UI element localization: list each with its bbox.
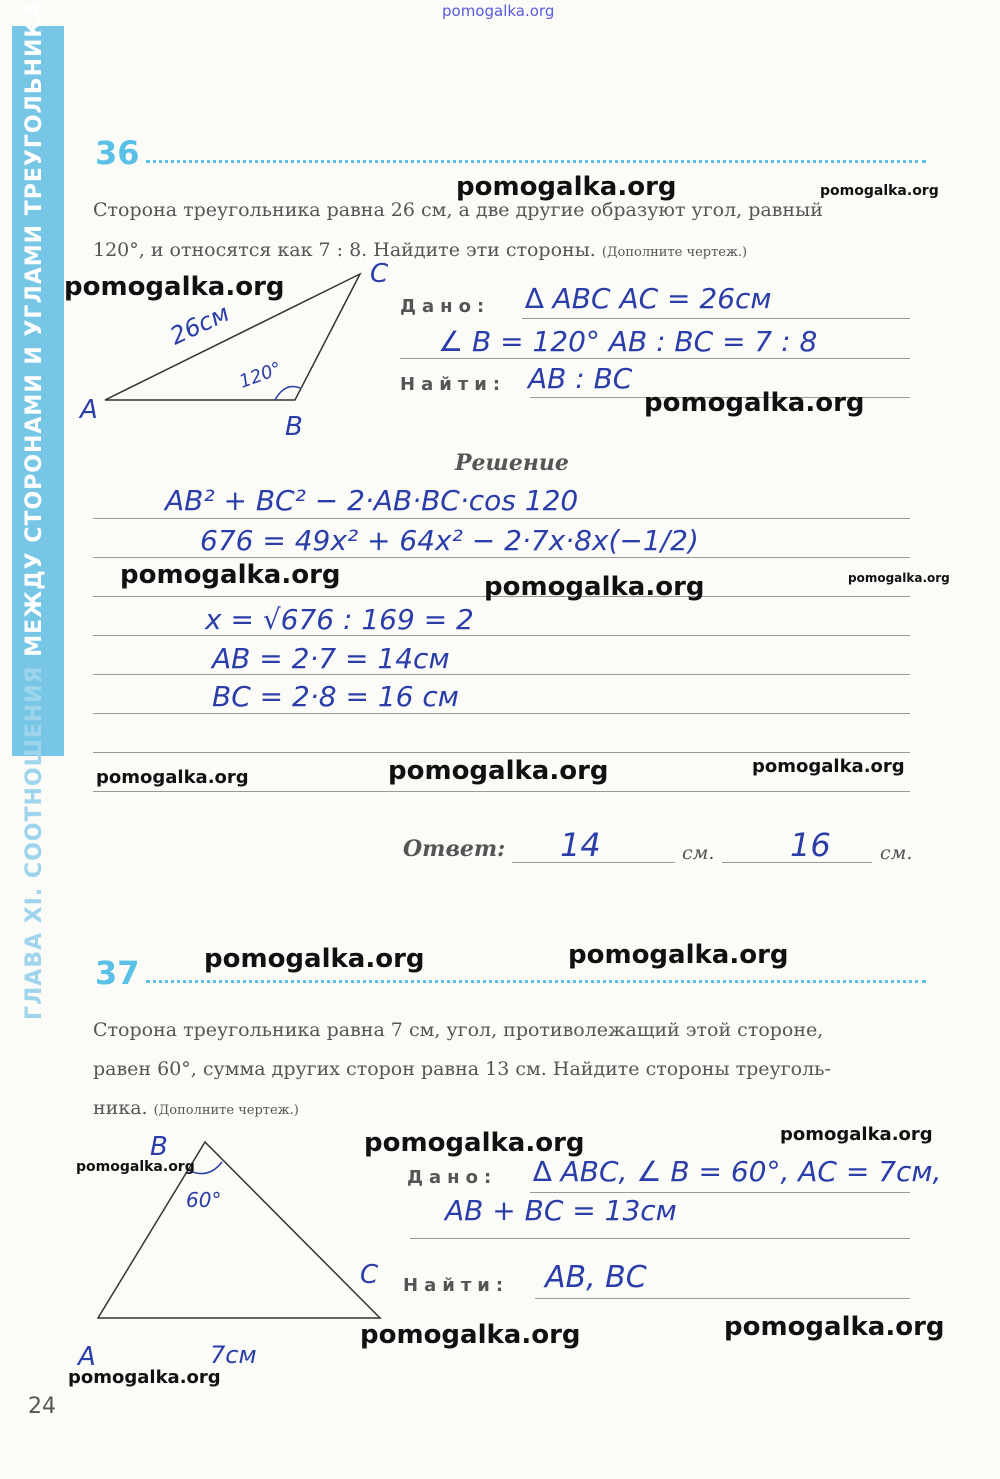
watermark: pomogalka.org [848,571,950,585]
task-37-find-rule [535,1298,910,1299]
watermark: pomogalka.org [364,1128,585,1158]
watermark: pomogalka.org [484,572,705,602]
solution-rule-7 [93,752,910,753]
task-36-vertex-a: A [80,395,98,425]
task-37-vertex-c: C [360,1260,379,1290]
task-36-vertex-b: B [285,412,303,442]
chapter-title-prefix: ГЛАВА XI. СООТНОШЕНИЯ [22,656,47,1020]
task-36-given-label: Дано: [400,296,491,317]
task-36-given-line1: ∆ ABC AC = 26см [525,282,772,315]
chapter-title-main: МЕЖДУ СТОРОНАМИ И УГЛАМИ ТРЕУГОЛЬНИКА [22,0,47,657]
task-36-answer-label: Ответ: [403,836,506,862]
task-36-number: 36 [95,134,140,172]
task-37-angle-label: 60° [186,1188,222,1212]
watermark: pomogalka.org [204,944,425,974]
watermark: pomogalka.org [76,1159,195,1175]
task-37-number: 37 [95,954,140,992]
site-watermark-top: pomogalka.org [442,2,555,20]
solution-rule-6 [93,713,910,714]
task-37-find-value: AB, BC [545,1260,647,1295]
watermark: pomogalka.org [64,272,285,302]
task-37-find-label: Найти: [403,1275,510,1296]
task-36-hint: (Дополните чертеж.) [601,245,748,260]
watermark: pomogalka.org [820,183,939,199]
task-36-text-line2-main: 120°, и относятся как 7 : 8. Найдите эти стороны. [93,239,596,261]
task-36-answer-1: 14 [560,826,601,864]
task-36-find-label: Найти: [400,374,507,395]
solution-line-1: AB² + BC² − 2·AB·BC·cos 120 [165,484,579,517]
solution-line-2: 676 = 49x² + 64x² − 2·7x·8x(−1/2) [200,524,699,557]
watermark: pomogalka.org [360,1320,581,1350]
task-36-answer-2: 16 [790,826,831,864]
solution-rule-2 [93,557,910,558]
watermark: pomogalka.org [456,172,677,202]
task-36-unit-1: см. [682,842,715,864]
task-36-find-value: AB : BC [528,362,633,395]
task-36-vertex-c: C [370,260,389,289]
task-36-solution-title: Решение [455,450,569,476]
task-36-given-rule2 [400,358,910,359]
task-37-hint: (Дополните чертеж.) [153,1103,299,1118]
task-37-given-rule2 [410,1238,910,1239]
solution-line-4: AB = 2·7 = 14см [212,642,450,675]
task-37-text-line1: Сторона треугольника равна 7 см, угол, противолежащий этой стороне, [93,1019,824,1041]
task-37-given-label: Дано: [407,1167,498,1188]
solution-line-3: x = √676 : 169 = 2 [205,603,474,636]
watermark: pomogalka.org [724,1312,945,1342]
task-36-answer-rule-1 [512,862,675,863]
task-37-vertex-a: A [78,1342,96,1372]
task-36-side-label: 26см [165,298,234,351]
watermark: pomogalka.org [780,1124,933,1145]
task-36-unit-2: см. [880,842,913,864]
task-36-angle-label: 120° [236,358,285,393]
task-36-given-rule1 [522,318,910,319]
page-number: 24 [28,1394,56,1419]
task-37-given-rule1 [530,1192,910,1193]
chapter-title [22,1,47,1020]
watermark: pomogalka.org [752,756,905,777]
task-37-given-line2: AB + BC = 13см [445,1194,677,1227]
watermark: pomogalka.org [644,388,865,418]
task-36-text-line1: Сторона треугольника равна 26 см, а две другие образуют угол, равный [93,199,823,221]
task-37-dotted-rule [146,980,926,983]
task-37-vertex-b: B [150,1132,168,1162]
solution-line-5: BC = 2·8 = 16 см [212,680,459,713]
task-36-dotted-rule [146,160,926,163]
task-37-side-label: 7см [210,1341,257,1369]
watermark: pomogalka.org [96,767,249,788]
task-37-text-line3-main: ника. [93,1097,148,1119]
watermark: pomogalka.org [68,1367,221,1388]
watermark: pomogalka.org [388,756,609,786]
task-37-text-line2: равен 60°, сумма других сторон равна 13 см. Найдите стороны треуголь- [93,1058,831,1080]
task-36-given-line2: ∠ B = 120° AB : BC = 7 : 8 [438,325,818,358]
watermark: pomogalka.org [568,940,789,970]
solution-rule-1 [93,518,910,519]
task-36-answer-rule-2 [722,862,872,863]
watermark: pomogalka.org [120,560,341,590]
task-37-given-line1: ∆ ABC, ∠ B = 60°, AC = 7см, [533,1155,942,1188]
solution-rule-8 [93,791,910,792]
